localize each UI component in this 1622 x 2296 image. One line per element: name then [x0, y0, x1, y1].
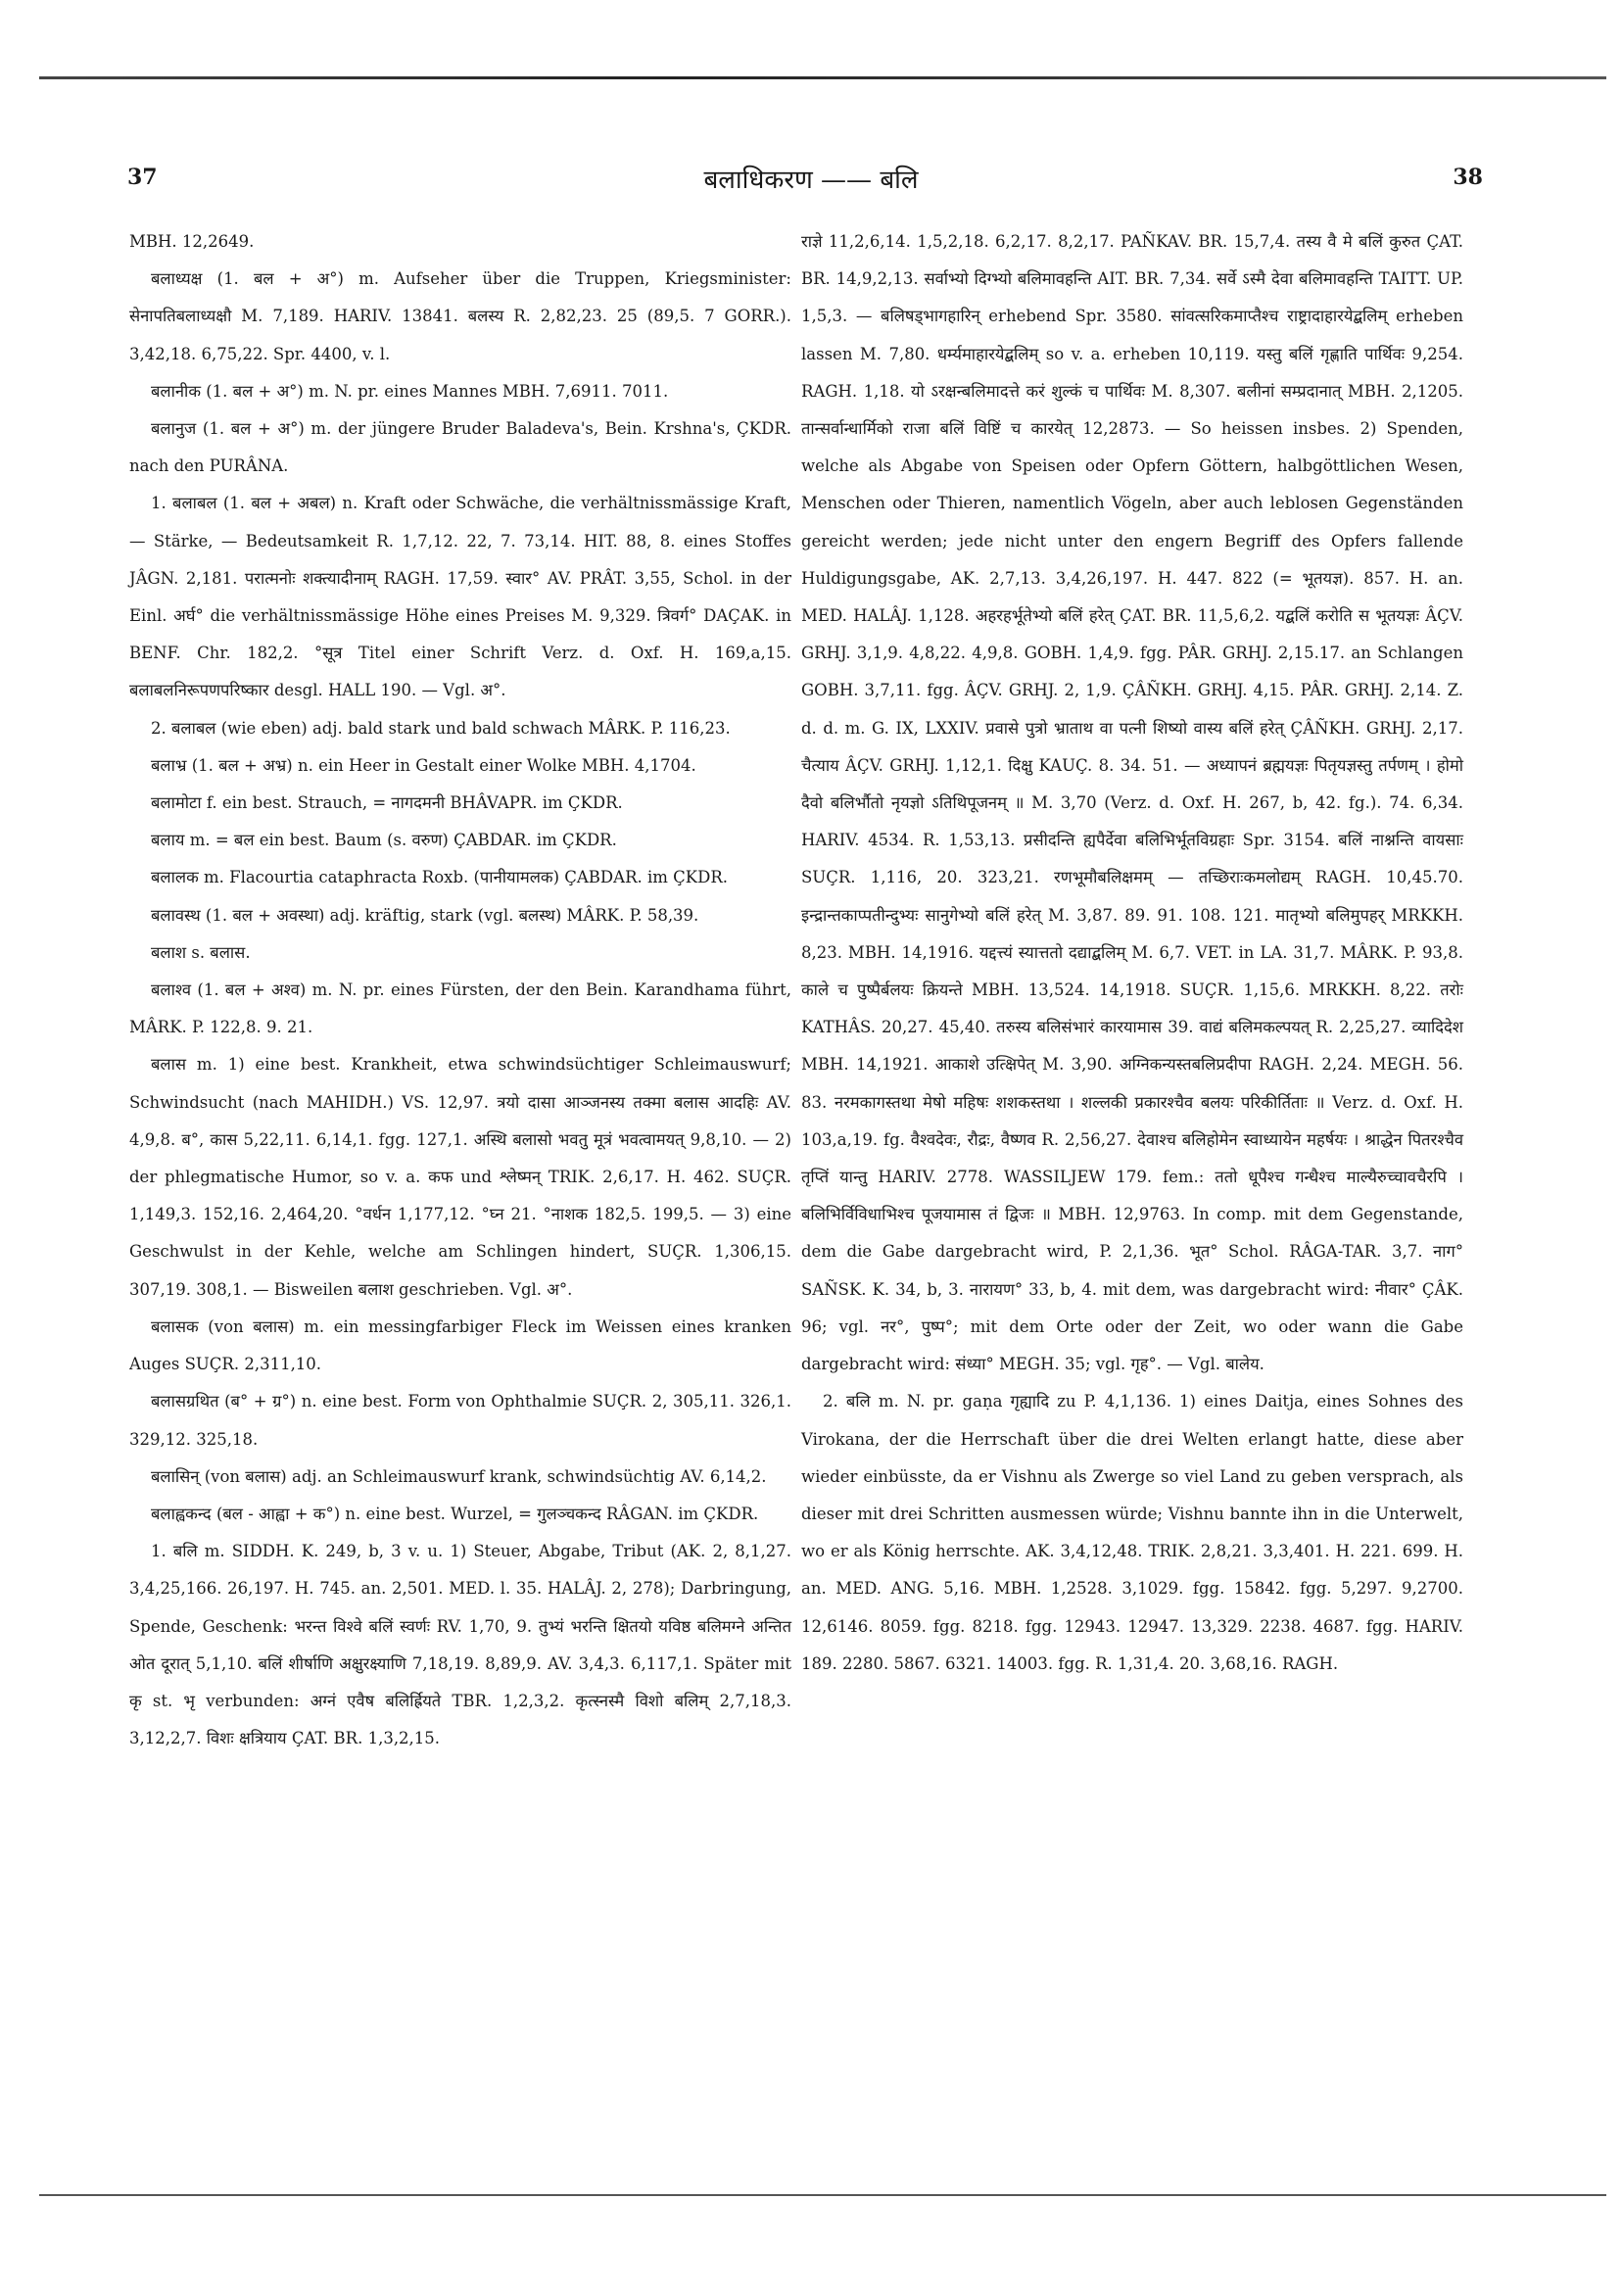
left-column	[129, 223, 791, 1757]
entry-paragraph: बलासग्रथित (ब° + ग्र°) n. eine best. Form von Ophthalmie SUÇR. 2, 305,11. 326,1. 329,12. 325,18.	[129, 1392, 791, 1449]
entry-paragraph: बलालक m. Flacourtia cataphracta Roxb. (पानीयामलक) ÇABDAR. im ÇKDR.	[151, 868, 728, 887]
entry-paragraph: बलामोटा f. ein best. Strauch, = नागदमनी BHÂVAPR. im ÇKDR.	[151, 793, 623, 813]
entry-paragraph: बलाध्यक्ष (1. बल + अ°) m. Aufseher über die Truppen, Kriegsminister: सेनापतिबलाध्यक्षौ M. 7,189. HARIV. 13841. बलस्य R. 2,82,23. 25 (89,5. 7 GORR.). 3,42,18. 6,75,22. Spr. 4400, v. l.	[129, 269, 791, 363]
entry-paragraph: बलासक (von बलास) m. ein messingfarbiger Fleck im Weissen eines kranken Auges SUÇR. 2,311,10.	[129, 1316, 791, 1374]
entry-paragraph: बलाह्वकन्द (बल - आह्वा + क°) n. eine best. Wurzel, = गुलञ्चकन्द RÂGAN. im ÇKDR.	[151, 1504, 759, 1523]
entry-paragraph: बलास m. 1) eine best. Krankheit, etwa schwindsüchtiger Schleimauswurf; Schwindsucht (nach MAHIDH.) VS. 12,97. त्रयो दासा आञ्जनस्य तक्मा बलास आदहिः AV. 4,9,8. ब°, कास 5,22,11. 6,14,1. fgg. 127,1. अस्थि बलासो भवतु मूत्रं भवत्वामयत् 9,8,10. — 2) der phlegmatische Humor, so v. a. कफ und श्लेष्मन् TRIK. 2,6,17. H. 462. SUÇR. 1,149,3. 152,16. 2,464,20. °वर्धन 1,177,12. °घ्न 21. °नाशक 182,5. 199,5. — 3) eine Geschwulst in der Kehle, welche am Schlingen hindert, SUÇR. 1,306,15. 307,19. 308,1. — Bisweilen बलाश geschrieben. Vgl. अ°.	[129, 1055, 791, 1299]
entry-paragraph: बलावस्थ (1. बल + अवस्था) adj. kräftig, stark (vgl. बलस्थ) MÂRK. P. 58,39.	[151, 905, 699, 925]
entry-paragraph: 1. बलि m. SIDDH. K. 249, b, 3 v. u. 1) Steuer, Abgabe, Tribut (AK. 2, 8,1,27. 3,4,25,166. 26,197. H. 745. an. 2,501. MED. l. 35. HALÂJ. 2, 278); Darbringung, Spende, Geschenk: भरन्त विश्वे बलिं स्वर्णः RV. 1,70, 9. तुभ्यं भरन्ति क्षितयो यविष्ठ बलिमग्ने अन्तित ओत दूरात् 5,1,10. बलिं शीर्षाणि अक्षुरक्ष्याणि 7,18,19. 8,89,9. AV. 3,4,3. 6,117,1. Später mit कृ st. भृ verbunden: अग्नं एवैष बलिर्ह्रियते TBR. 1,2,3,2. कृत्स्नस्मै विशो बलिम् 2,7,18,3. 3,12,2,7. विशः क्षत्रियाय ÇAT. BR. 1,3,2,15.	[129, 1542, 791, 1748]
entry-paragraph: 1. बलाबल (1. बल + अबल) n. Kraft oder Schwäche, die verhältnissmässige Kraft, — Stärke, — Bedeutsamkeit R. 1,7,12. 22, 7. 73,14. HIT. 88, 8. eines Stoffes JÂGN. 2,181. परात्मनोः शक्त्यादीनाम् RAGH. 17,59. स्वार° AV. PRÂT. 3,55, Schol. in der Einl. अर्घ° die verhältnissmässige Höhe eines Preises M. 9,329. त्रिवर्ग° DAÇAK. in BENF. Chr. 182,2. °सूत्र Titel einer Schrift Verz. d. Oxf. H. 169,a,15. बलाबलनिरूपणपरिष्कार desgl. HALL 190. — Vgl. अ°.	[129, 494, 791, 700]
entry-paragraph: बलाश s. बलास.	[151, 942, 251, 962]
entry-paragraph: बलाश्व (1. बल + अश्व) m. N. pr. eines Fürsten, der den Bein. Karandhama führt, MÂRK. P. 122,8. 9. 21.	[129, 981, 791, 1037]
page-number-left: 37	[127, 165, 158, 190]
running-title: बलाधिकरण —— बलि	[703, 166, 919, 195]
entry-paragraph: बलानुज (1. बल + अ°) m. der jüngere Bruder Baladeva's, Bein. Krshna's, ÇKDR. nach den PURÂNA.	[129, 419, 791, 476]
bottom-rule	[39, 2194, 1606, 2196]
page-number-right: 38	[1453, 165, 1483, 190]
entry-paragraph: बलाभ्र (1. बल + अभ्र) n. ein Heer in Gestalt einer Wolke MBH. 4,1704.	[151, 755, 696, 775]
entry-paragraph: बलाय m. = बल ein best. Baum (s. वरुण) ÇABDAR. im ÇKDR.	[151, 831, 617, 850]
entry-paragraph: राज्ञे 11,2,6,14. 1,5,2,18. 6,2,17. 8,2,17. PAÑKAV. BR. 15,7,4. तस्य वै मे बलिं कुरुत ÇAT. BR. 14,9,2,13. सर्वाभ्यो दिग्भ्यो बलिमावहन्ति AIT. BR. 7,34. सर्वे ऽस्मै देवा बलिमावहन्ति TAITT. UP. 1,5,3. — बलिषड्भागहारिन् erhebend Spr. 3580. सांवत्सरिकमाप्तैश्च राष्ट्रादाहारयेद्बलिम् erheben lassen M. 7,80. धर्म्यमाहारयेद्बलिम् so v. a. erheben 10,119. यस्तु बलिं गृह्णाति पार्थिवः 9,254. RAGH. 1,18. यो ऽरक्षन्बलिमादत्ते करं शुल्कं च पार्थिवः M. 8,307. बलीनां सम्प्रदानात् MBH. 2,1205. तान्सर्वान्धार्मिको राजा बलिं विष्टिं च कारयेत् 12,2873. — So heissen insbes. 2) Spenden, welche als Abgabe von Speisen oder Opfern Göttern, halbgöttlichen Wesen, Menschen oder Thieren, namentlich Vögeln, aber auch leblosen Gegenständen gereicht werden; jede nicht unter den engern Begriff des Opfers fallende Huldigungsgabe, AK. 2,7,13. 3,4,26,197. H. 447. 822 (= भूतयज्ञ). 857. H. an. MED. HALÂJ. 1,128. अहरहर्भूतेभ्यो बलिं हरेत् ÇAT. BR. 11,5,6,2. यद्बलिं करोति स भूतयज्ञः ÂÇV. GRHJ. 3,1,9. 4,8,22. 4,9,8. GOBH. 1,4,9. fgg. PÂR. GRHJ. 2,15.17. an Schlangen GOBH. 3,7,11. fgg. ÂÇV. GRHJ. 2, 1,9. ÇÂÑKH. GRHJ. 4,15. PÂR. GRHJ. 2,14. Z. d. d. m. G. IX, LXXIV. प्रवासे पुत्रो भ्राताथ वा पत्नी शिष्यो वास्य बलिं हरेत् ÇÂÑKH. GRHJ. 2,17. चैत्याय ÂÇV. GRHJ. 1,12,1. दिक्षु KAUÇ. 8. 34. 51. — अध्यापनं ब्रह्मयज्ञः पितृयज्ञस्तु तर्पणम् । होमो दैवो बलिर्भौतो नृयज्ञो ऽतिथिपूजनम् ॥ M. 3,70 (Verz. d. Oxf. H. 267, b, 42. fg.). 74. 6,34. HARIV. 4534. R. 1,53,13. प्रसीदन्ति ह्यपैर्देवा बलिभिर्भूतविग्रहाः Spr. 3154. बलिं नाश्नन्ति वायसाः SUÇR. 1,116, 20. 323,21. रणभूमौबलिक्षमम् — तच्छिराःकमलोद्यम् RAGH. 10,45.70. इन्द्रान्तकाप्पतीन्दुभ्यः सानुगेभ्यो बलिं हरेत् M. 3,87. 89. 91. 108. 121. मातृभ्यो बलिमुपहर् MRKKH. 8,23. MBH. 14,1916. यद्दत्त्यं स्यात्ततो दद्याद्बलिम् M. 6,7. VET. in LA. 31,7. MÂRK. P. 93,8. काले च पुष्पैर्बलयः क्रियन्ते MBH. 13,524. 14,1918. SUÇR. 1,15,6. MRKKH. 8,22. तरोः KATHÂS. 20,27. 45,40. तरुस्य बलिसंभारं कारयामास 39. वाद्यं बलिमकल्पयत् R. 2,25,27. व्यादिदेश MBH. 14,1921. आकाशे उत्क्षिपेत् M. 3,90. अग्निकन्यस्तबलिप्रदीपा RAGH. 2,24. MEGH. 56. 83. नरमकागस्तथा मेषो महिषः शशकस्तथा । शल्लकी प्रकारश्चैव बलयः परिकीर्तिताः ॥ Verz. d. Oxf. H. 103,a,19. fg. वैश्वदेवः, रौद्रः, वैष्णव R. 2,56,27. देवाश्च बलिहोमेन स्वाध्यायेन महर्षयः । श्राद्धेन पितरश्चैव तृप्तिं यान्तु HARIV. 2778. WASSILJEW 179. fem.: ततो धूपैश्च गन्धैश्च माल्यैरुच्चावचैरपि । बलिभिर्विविधाभिश्च पूजयामास तं द्विजः ॥ MBH. 12,9763. In comp. mit dem Gegenstande, dem die Gabe dargebracht wird, P. 2,1,36. भूत° Schol. RÂGA-TAR. 3,7. नाग° SAÑSK. K. 34, b, 3. नारायण° 33, b, 4. mit dem, was dargebracht wird: नीवार° ÇÂK. 96; vgl. नर°, पुष्प°; mit dem Orte oder der Zeit, wo oder wann die Gabe dargebracht wird: संध्या° MEGH. 35; vgl. गृह°. — Vgl. बालेय.	[801, 232, 1463, 1374]
right-column	[801, 223, 1463, 1683]
entry-paragraph: 2. बलाबल (wie eben) adj. bald stark und bald schwach MÂRK. P. 116,23.	[151, 718, 731, 738]
top-rule	[39, 76, 1606, 79]
entry-paragraph: बलासिन् (von बलास) adj. an Schleimauswurf krank, schwindsüchtig AV. 6,14,2.	[151, 1466, 767, 1486]
entry-paragraph: 2. बलि m. N. pr. gaṇa गृह्यादि zu P. 4,1,136. 1) eines Daitja, eines Sohnes des Virokana, der die Herrschaft über die drei Welten erlangt hatte, diese aber wieder einbüsste, da er Vishnu als Zwerge so viel Land zu geben versprach, als dieser mit drei Schritten ausmessen würde; Vishnu bannte ihn in die Unterwelt, wo er als König herrschte. AK. 3,4,12,48. TRIK. 2,8,21. 3,3,401. H. 221. 699. H. an. MED. ANG. 5,16. MBH. 1,2528. 3,1029. fgg. 15842. fgg. 5,297. 9,2700. 12,6146. 8059. fgg. 8218. fgg. 12943. 12947. 13,329. 2238. 4687. fgg. HARIV. 189. 2280. 5867. 6321. 14003. fgg. R. 1,31,4. 20. 3,68,16. RAGH.	[801, 1392, 1463, 1673]
entry-paragraph: बलानीक (1. बल + अ°) m. N. pr. eines Mannes MBH. 7,6911. 7011.	[151, 381, 669, 401]
entry-paragraph: MBH. 12,2649.	[129, 232, 255, 251]
